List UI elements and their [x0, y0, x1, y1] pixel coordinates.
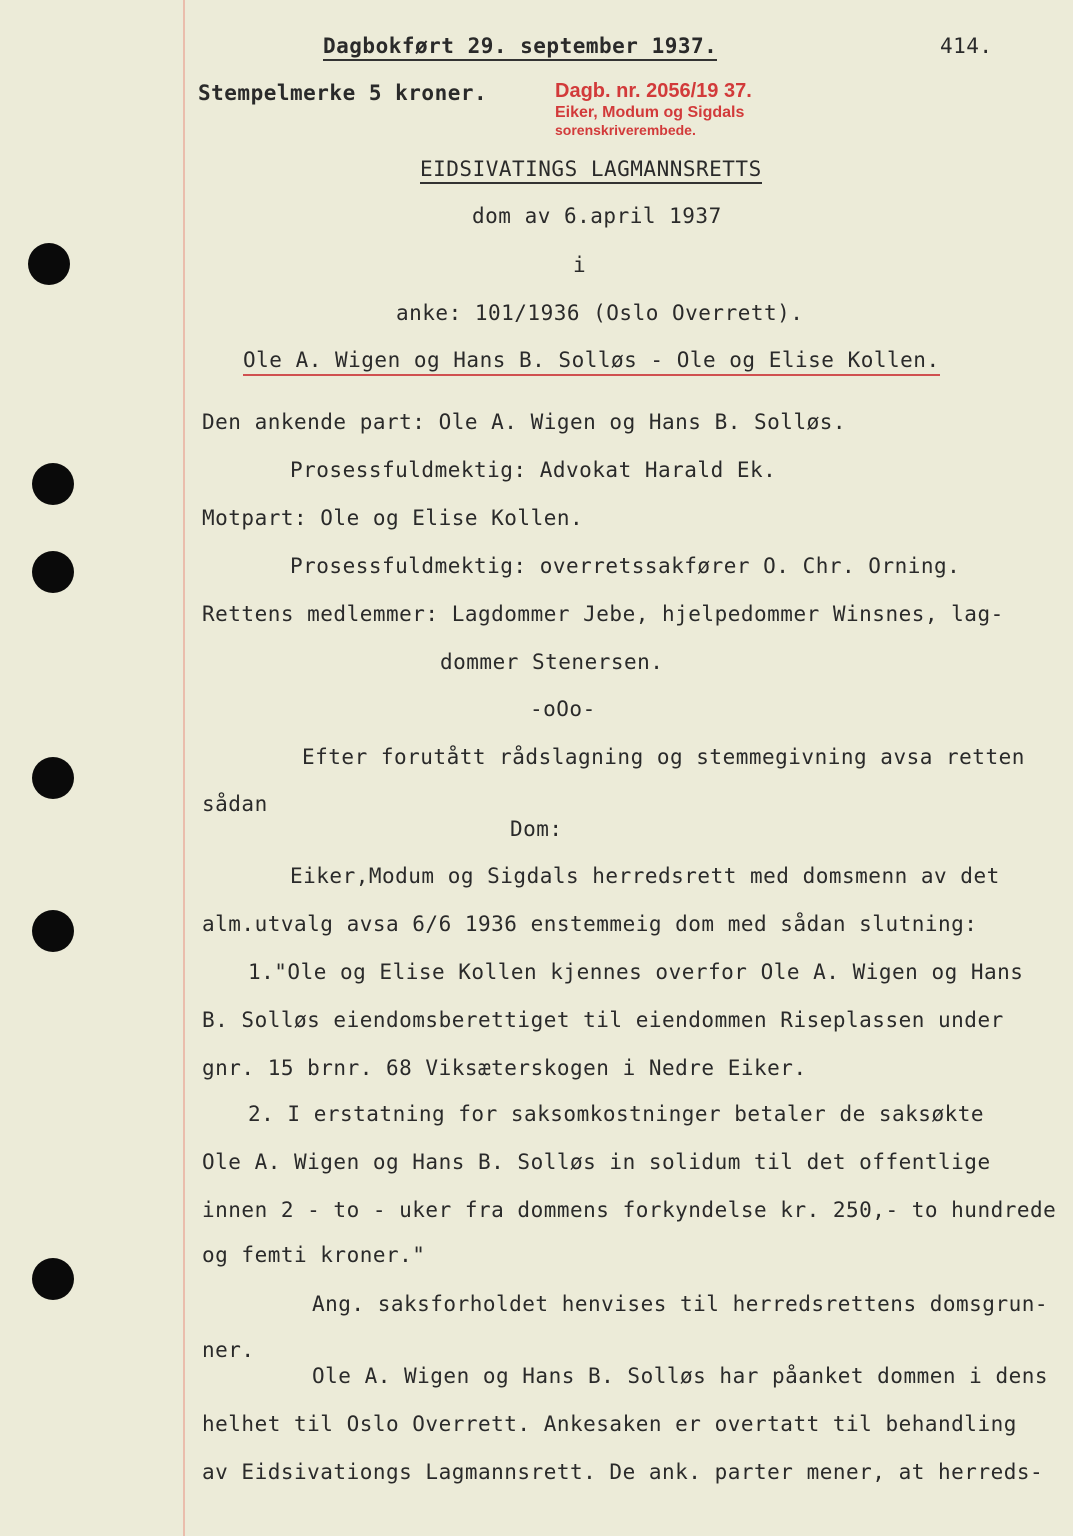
body-line: Efter forutått rådslagning og stemmegivning avsa retten [302, 745, 1025, 769]
body-line: alm.utvalg avsa 6/6 1936 enstemmeig dom med sådan slutning: [202, 912, 978, 936]
body-line: Ole A. Wigen og Hans B. Solløs in solidum til det offentlige [202, 1150, 991, 1174]
punch-hole [32, 910, 74, 952]
body-line: dommer Stenersen. [440, 650, 664, 674]
in-word: i [573, 253, 587, 277]
body-line: av Eidsivationgs Lagmannsrett. De ank. parter mener, at herreds- [202, 1460, 1044, 1484]
body-line: Eiker,Modum og Sigdals herredsrett med domsmenn av det [290, 864, 1000, 888]
page-number: 414. [940, 34, 993, 58]
body-line: Motpart: Ole og Elise Kollen. [202, 506, 584, 530]
body-line: Dom: [510, 817, 563, 841]
parties-heading: Ole A. Wigen og Hans B. Solløs - Ole og Elise Kollen. [243, 348, 940, 376]
punch-hole [32, 757, 74, 799]
body-line: Ole A. Wigen og Hans B. Solløs har påanket dommen i dens [312, 1364, 1049, 1388]
stamp-fee-line: Stempelmerke 5 kroner. [198, 81, 488, 105]
registration-stamp-number: Dagb. nr. 2056/19 37. [555, 80, 752, 102]
body-line: Prosessfuldmektig: Advokat Harald Ek. [290, 458, 777, 482]
body-line: Prosessfuldmektig: overretssakfører O. Chr. Orning. [290, 554, 961, 578]
registration-stamp-office-title: sorenskriverembede. [555, 122, 696, 138]
punch-hole [28, 243, 70, 285]
body-line: Rettens medlemmer: Lagdommer Jebe, hjelpedommer Winsnes, lag- [202, 602, 1004, 626]
body-line: 1."Ole og Elise Kollen kjennes overfor Ole A. Wigen og Hans [248, 960, 1024, 984]
body-line: innen 2 - to - uker fra dommens forkyndelse kr. 250,- to hundrede [202, 1198, 1057, 1222]
body-line: sådan [202, 792, 268, 816]
body-line: Ang. saksforholdet henvises til herredsrettens domsgrun- [312, 1292, 1049, 1316]
court-title: EIDSIVATINGS LAGMANNSRETTS [420, 157, 762, 184]
body-line: gnr. 15 brnr. 68 Viksæterskogen i Nedre Eiker. [202, 1056, 807, 1080]
punch-hole [32, 1258, 74, 1300]
separator-mark: -oOo- [530, 697, 596, 721]
body-line: 2. I erstatning for saksomkostninger betaler de saksøkte [248, 1102, 985, 1126]
body-line: ner. [202, 1338, 255, 1362]
body-line: Den ankende part: Ole A. Wigen og Hans B. Solløs. [202, 410, 847, 434]
punch-hole [32, 551, 74, 593]
punch-hole [32, 463, 74, 505]
body-line: helhet til Oslo Overrett. Ankesaken er overtatt til behandling [202, 1412, 1017, 1436]
registration-date: Dagbokført 29. september 1937. [323, 34, 717, 61]
body-line: B. Solløs eiendomsberettiget til eiendommen Riseplassen under [202, 1008, 1004, 1032]
registration-stamp-office: Eiker, Modum og Sigdals [555, 104, 745, 121]
appeal-reference: anke: 101/1936 (Oslo Overrett). [396, 301, 804, 325]
margin-line [183, 0, 185, 1536]
judgment-date: dom av 6.april 1937 [472, 204, 722, 228]
body-line: og femti kroner." [202, 1243, 426, 1267]
